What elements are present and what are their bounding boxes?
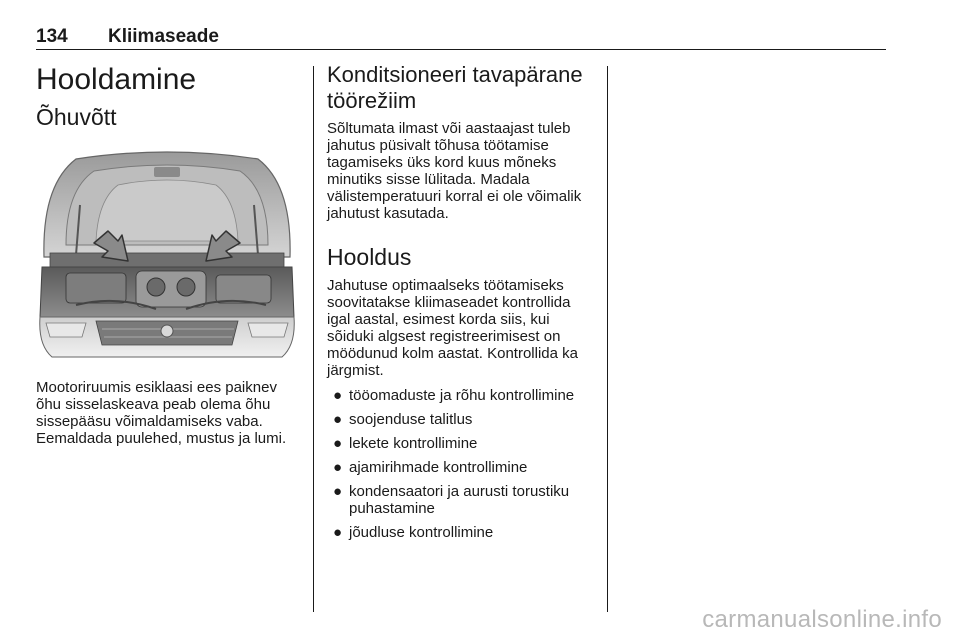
column-divider-right — [607, 66, 608, 612]
left-column — [36, 62, 304, 447]
bullet-icon: ● — [333, 459, 343, 476]
page-number: 134 — [36, 26, 68, 47]
list-item-text: lekete kontrollimine — [349, 435, 478, 452]
header-rule — [36, 49, 886, 50]
list-item-text: ajamirihmade kontrollimine — [349, 459, 528, 476]
list-item-text: tööomaduste ja rõhu kontrollimine — [349, 387, 575, 404]
list-item-text: kondensaatori ja aurusti torustiku puhastamine — [349, 483, 570, 517]
checklist — [327, 387, 597, 541]
chapter-title: Kliimaseade — [108, 26, 219, 47]
normal-operation-title: Konditsioneeri tavapärane töörežiim — [327, 62, 583, 113]
list-item — [327, 524, 597, 541]
service-title: Hooldus — [327, 244, 412, 270]
list-item — [327, 483, 597, 517]
middle-column — [327, 62, 597, 548]
bullet-icon: ● — [333, 435, 343, 452]
list-item — [327, 387, 597, 404]
normal-operation-text: Sõltumata ilmast või aastaajast tuleb jahutus püsivalt tõhusa töötamise tagamiseks üks kord kuus mõneks minutiks sisse lülitada. Madala välistemperatuuri korral ei ole võimalik jahutust kasutada. — [327, 120, 582, 222]
subsection-title-air-intake: Õhuvõtt — [36, 104, 117, 130]
section-title: Hooldamine — [36, 63, 197, 96]
list-item-text: jõudluse kontrollimine — [349, 524, 494, 541]
list-item-text: soojenduse talitlus — [349, 411, 473, 428]
list-item — [327, 435, 597, 452]
bullet-icon: ● — [333, 524, 343, 541]
bullet-icon: ● — [333, 411, 343, 428]
column-divider-left — [313, 66, 314, 612]
service-text: Jahutuse optimaalseks töötamiseks soovitatakse kliimaseadet kontrollida igal aastal, esimest korda siis, kui sõiduki algsest registreerimisest on möödunud kolm aastat. Kontrollida ka järgmist. — [327, 277, 578, 379]
engine-bay-open-hood-illustration — [36, 145, 298, 358]
list-item — [327, 411, 597, 428]
bullet-icon: ● — [333, 387, 343, 404]
air-intake-text: Mootoriruumis esiklaasi ees paiknev õhu sisselaskeava peab olema õhu sissepääsu võimaldamiseks vaba. Eemaldada puulehed, mustus ja lumi. — [36, 379, 287, 447]
bullet-icon: ● — [333, 483, 343, 500]
watermark: carmanualsonline.info — [702, 606, 942, 633]
list-item — [327, 459, 597, 476]
